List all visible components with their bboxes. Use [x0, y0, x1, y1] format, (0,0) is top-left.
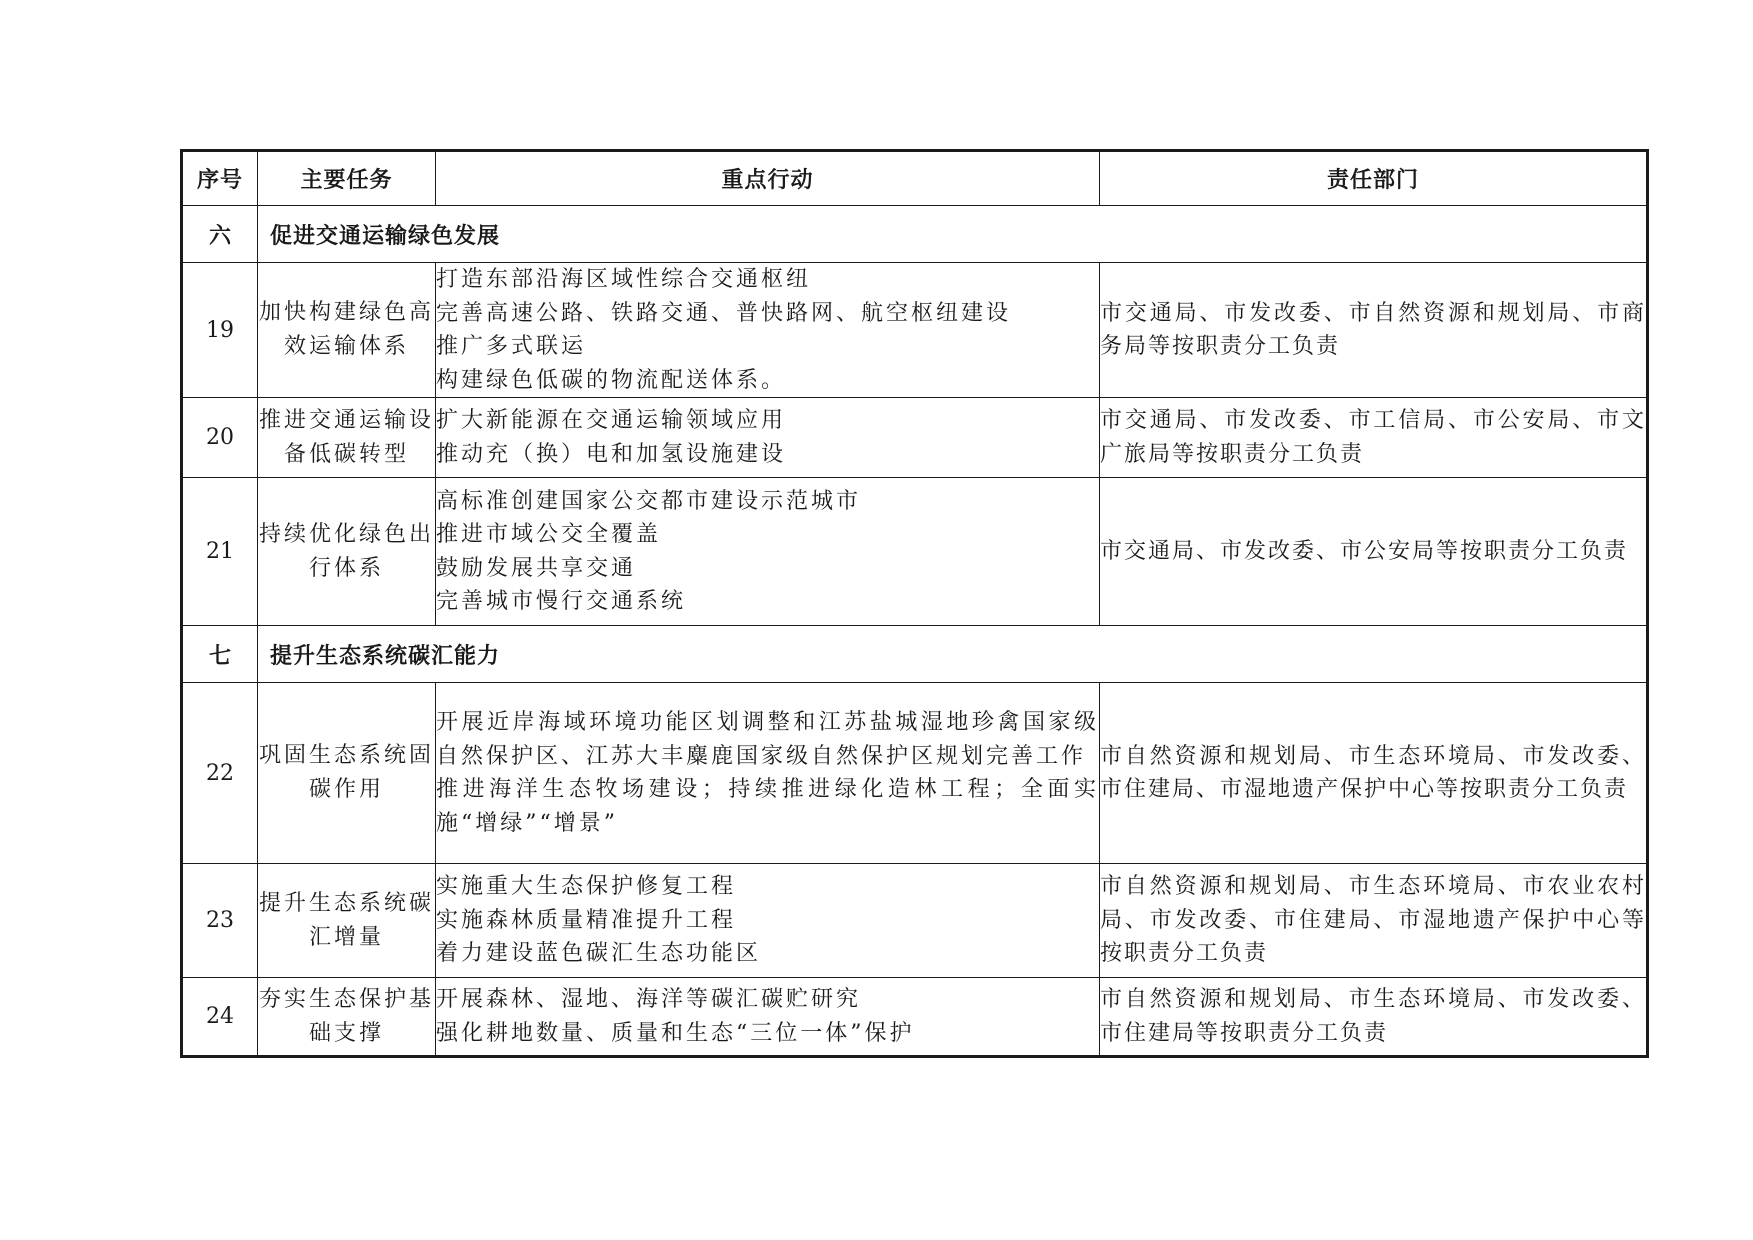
section-title: 提升生态系统碳汇能力: [258, 626, 1648, 683]
table-row: [182, 398, 1648, 478]
header-task: 主要任务: [258, 151, 436, 206]
table-row: [182, 864, 1648, 978]
row-dept: 市自然资源和规划局、市生态环境局、市农业农村局、市发改委、市住建局、市湿地遗产保护中心等按职责分工负责: [1100, 864, 1648, 978]
row-task: 推进交通运输设备低碳转型: [258, 398, 436, 478]
section-row: [182, 626, 1648, 683]
action-line: 推动充（换）电和加氢设施建设: [436, 441, 787, 467]
section-number: 六: [182, 206, 258, 263]
action-line: 鼓励发展共享交通: [436, 555, 637, 581]
row-actions: [436, 478, 1100, 626]
row-seq: 19: [182, 263, 258, 398]
table-row: [182, 478, 1648, 626]
action-line: 开展近岸海域环境功能区划调整和江苏盐城湿地珍禽国家级自然保护区、江苏大丰麋鹿国家级自然保护区规划完善工作: [436, 710, 1099, 769]
action-line: 实施森林质量精准提升工程: [436, 907, 737, 933]
row-seq: 22: [182, 683, 258, 864]
row-task: 加快构建绿色高效运输体系: [258, 263, 436, 398]
table-row: [182, 978, 1648, 1057]
row-seq: 23: [182, 864, 258, 978]
table-row: [182, 683, 1648, 864]
table-header-row: [182, 151, 1648, 206]
section-row: [182, 206, 1648, 263]
row-actions: [436, 263, 1100, 398]
section-title: 促进交通运输绿色发展: [258, 206, 1648, 263]
row-actions: [436, 864, 1100, 978]
action-line: 开展森林、湿地、海洋等碳汇碳贮研究: [436, 987, 862, 1012]
row-task: 提升生态系统碳汇增量: [258, 864, 436, 978]
row-actions: [436, 978, 1100, 1057]
row-actions: [436, 683, 1100, 864]
action-line: 打造东部沿海区域性综合交通枢纽: [436, 267, 812, 292]
action-line: 高标准创建国家公交都市建设示范城市: [436, 488, 862, 514]
row-seq: 21: [182, 478, 258, 626]
task-table: [180, 149, 1649, 1058]
table-row: [182, 263, 1648, 398]
action-line: 实施重大生态保护修复工程: [436, 874, 737, 900]
row-task: 持续优化绿色出行体系: [258, 478, 436, 626]
action-line: 推进市域公交全覆盖: [436, 522, 662, 547]
row-dept: 市自然资源和规划局、市生态环境局、市发改委、市住建局等按职责分工负责: [1100, 978, 1648, 1057]
action-line: 推广多式联运: [436, 334, 587, 359]
row-dept: 市交通局、市发改委、市自然资源和规划局、市商务局等按职责分工负责: [1100, 263, 1648, 398]
header-dept: 责任部门: [1100, 151, 1648, 206]
row-task: 巩固生态系统固碳作用: [258, 683, 436, 864]
row-dept: 市交通局、市发改委、市工信局、市公安局、市文广旅局等按职责分工负责: [1100, 398, 1648, 478]
row-task: 夯实生态保护基础支撑: [258, 978, 436, 1057]
action-line: 推进海洋生态牧场建设；持续推进绿化造林工程；全面实施“增绿”“增景”: [436, 777, 1099, 836]
action-line: 完善城市慢行交通系统: [436, 589, 687, 614]
row-seq: 20: [182, 398, 258, 478]
action-line: 扩大新能源在交通运输领域应用: [436, 408, 787, 433]
header-seq: 序号: [182, 151, 258, 206]
action-line: 着力建设蓝色碳汇生态功能区: [436, 941, 762, 967]
section-number: 七: [182, 626, 258, 683]
row-seq: 24: [182, 978, 258, 1057]
row-actions: [436, 398, 1100, 478]
header-action: 重点行动: [436, 151, 1100, 206]
row-dept: 市自然资源和规划局、市生态环境局、市发改委、市住建局、市湿地遗产保护中心等按职责分工负责: [1100, 683, 1648, 864]
action-line: 构建绿色低碳的物流配送体系。: [436, 367, 787, 393]
row-dept: 市交通局、市发改委、市公安局等按职责分工负责: [1100, 478, 1648, 626]
action-line: 完善高速公路、铁路交通、普快路网、航空枢纽建设: [436, 300, 1012, 326]
action-line: 强化耕地数量、质量和生态“三位一体”保护: [436, 1020, 915, 1046]
